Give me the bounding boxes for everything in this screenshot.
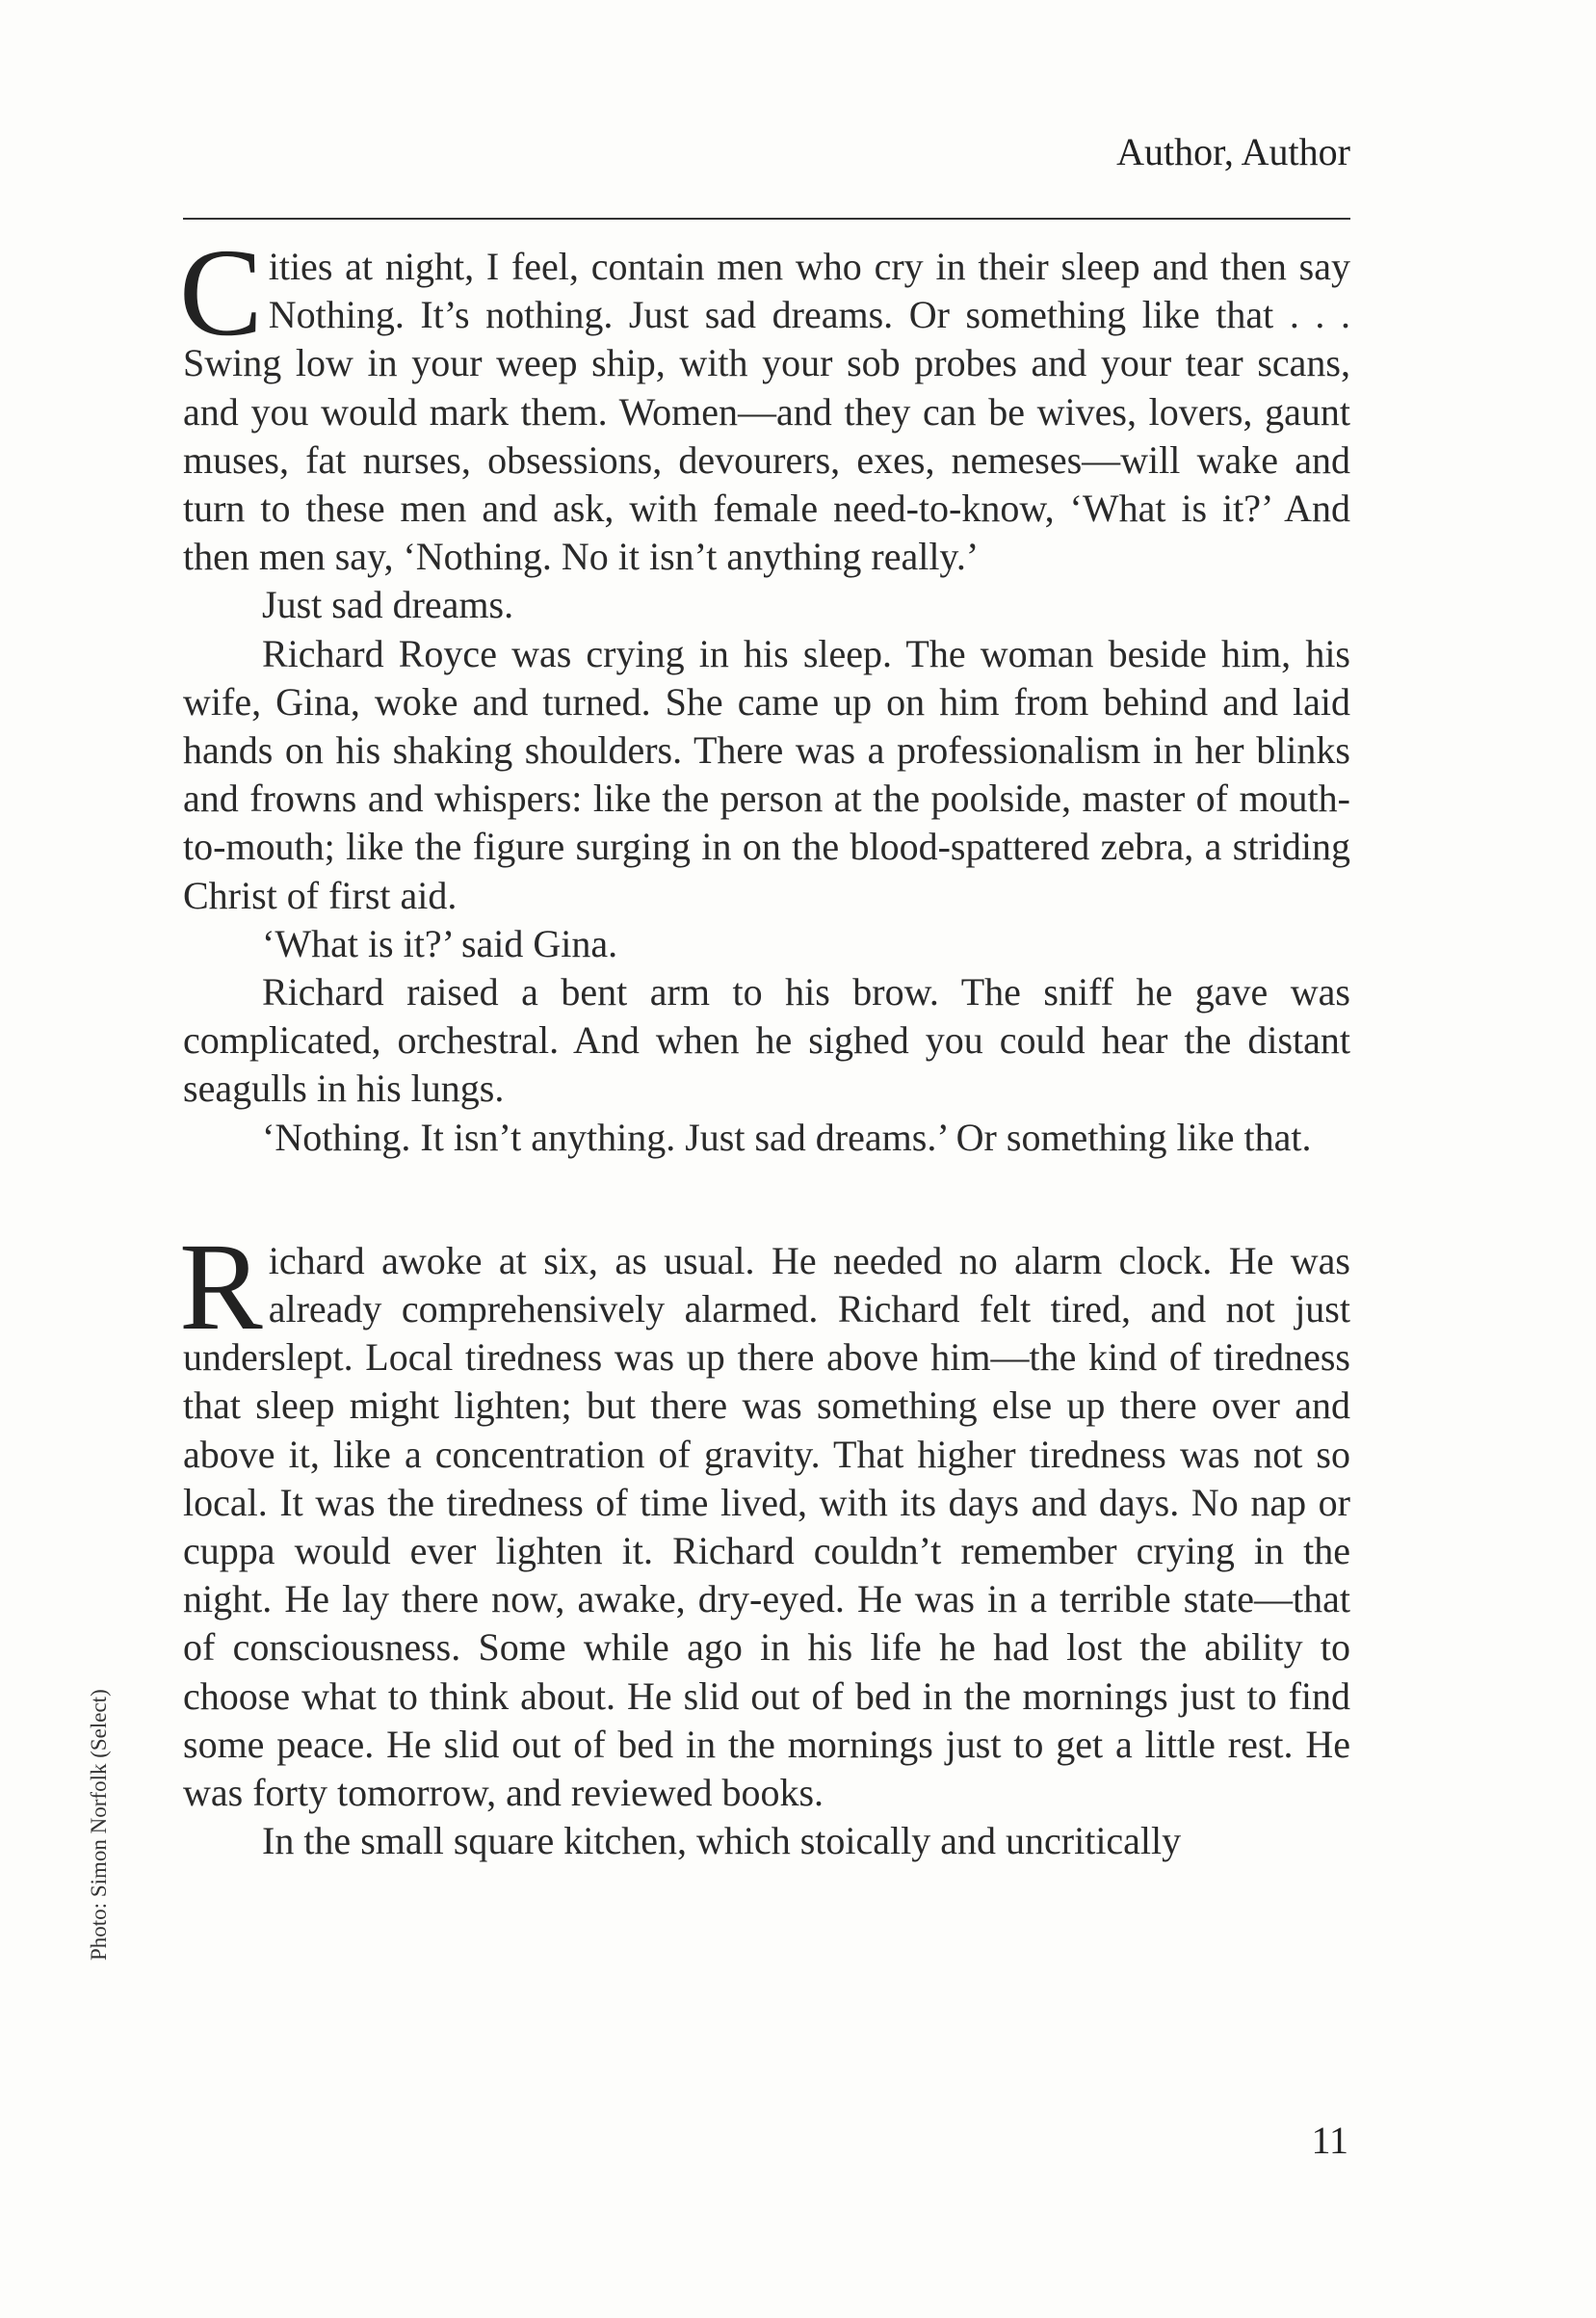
paragraph	[179, 224, 1350, 581]
paragraph-text: ities at night, I feel, contain men who cry in their sleep and then say Nothing. It’s nothing. Just sad dreams. Or something like that . . . Swing low in your weep ship, with your sob probes and your tear scans, and you would mark them. Women—and they can be wives, lovers, gaunt muses, fat nurses, obsessions, devourers, exes, nemeses—will wake and turn to these men and ask, with female need-to-know, ‘What is it?’ And then men say, ‘Nothing. No it isn’t anything really.’	[183, 245, 1350, 579]
page-number: 11	[1311, 2119, 1348, 2162]
paragraph: ‘Nothing. It isn’t anything. Just sad dreams.’ Or something like that.	[262, 1115, 1312, 1159]
drop-cap: R	[179, 1217, 263, 1357]
section-break	[183, 1162, 1350, 1237]
page-body	[179, 224, 1350, 1866]
paragraph: Just sad dreams.	[262, 583, 514, 627]
paragraph: Richard raised a bent arm to his brow. The sniff he gave was complicated, orchestral. And when he sighed you could hear the distant seagulls in his lungs.	[183, 970, 1350, 1111]
running-header: Author, Author	[1116, 130, 1350, 173]
photo-credit: Photo: Simon Norfolk (Select)	[87, 1689, 111, 1961]
paragraph-text: ichard awoke at six, as usual. He needed no alarm clock. He was already comprehensively alarmed. Richard felt tired, and not just underslept. Local tiredness was up there above him—the kind of tiredness that sleep might lighten; but there was something else up there over and above it, like a concentration of gravity. That higher tiredness was not so local. It was the tiredness of time lived, with its days and days. No nap or cuppa would ever lighten it. Richard couldn’t remember crying in the night. He lay there now, awake, dry-eyed. He was in a terrible state—that of consciousness. Some while ago in his life he had lost the ability to choose what to think about. He slid out of bed in the mornings just to find some peace. He slid out of bed in the mornings just to get a little rest. He was forty tomorrow, and reviewed books.	[183, 1238, 1350, 1815]
paragraph: ‘What is it?’ said Gina.	[262, 921, 618, 965]
header-rule	[183, 218, 1350, 220]
paragraph: Richard Royce was crying in his sleep. The woman beside him, his wife, Gina, woke and turned. She came up on him from behind and laid hands on his shaking shoulders. There was a professionalism in her blinks and frowns and whispers: like the person at the poolside, master of mouth-to-mouth; like the figure surging in on the blood-spattered zebra, a striding Christ of first aid.	[183, 631, 1350, 917]
drop-cap: C	[179, 224, 263, 362]
paragraph	[179, 1217, 1350, 1817]
paragraph: In the small square kitchen, which stoically and uncritically	[262, 1819, 1182, 1863]
